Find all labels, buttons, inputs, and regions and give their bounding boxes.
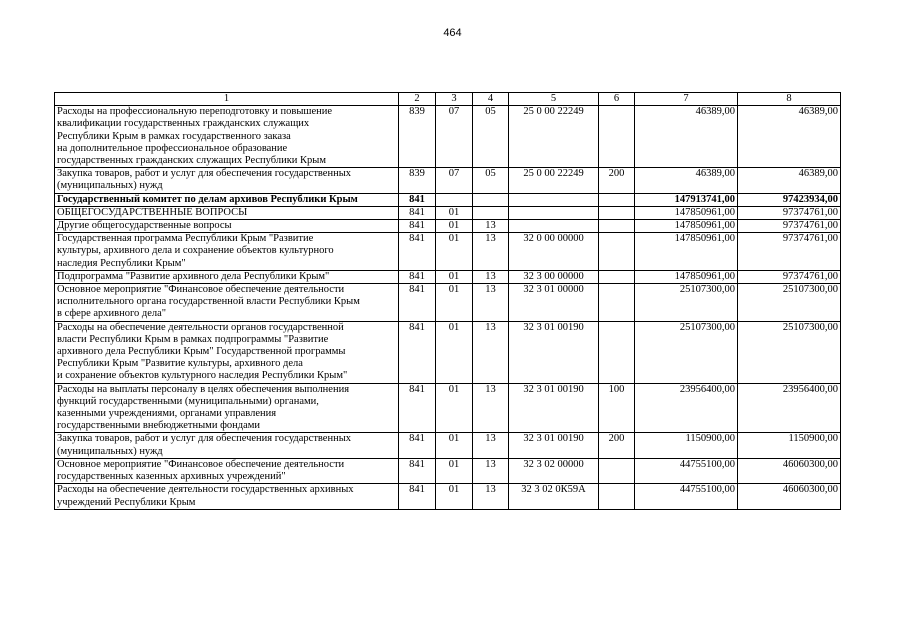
table-row [55, 383, 841, 433]
header-row [55, 93, 841, 106]
cell-amount-year-2: 46389,00 [738, 168, 841, 193]
cell-ministry-code: 841 [399, 233, 436, 271]
cell-expense-type [599, 206, 635, 219]
cell-section: 01 [436, 270, 473, 283]
table-row [55, 233, 841, 271]
cell-ministry-code: 841 [399, 433, 436, 458]
cell-subsection: 13 [473, 383, 509, 433]
cell-ministry-code: 841 [399, 270, 436, 283]
cell-amount-year-1: 147850961,00 [635, 233, 738, 271]
cell-amount-year-1: 147850961,00 [635, 206, 738, 219]
header-col-2: 2 [399, 93, 436, 106]
cell-subsection: 13 [473, 484, 509, 509]
cell-section: 01 [436, 458, 473, 483]
cell-amount-year-2: 97374761,00 [738, 206, 841, 219]
cell-name: ОБЩЕГОСУДАРСТВЕННЫЕ ВОПРОСЫ [55, 206, 399, 219]
cell-subsection [473, 206, 509, 219]
cell-amount-year-2: 1150900,00 [738, 433, 841, 458]
cell-name: Основное мероприятие "Финансовое обеспечение деятельности государственных казенных архивных учреждений" [55, 458, 399, 483]
cell-amount-year-2: 25107300,00 [738, 284, 841, 322]
cell-name: Расходы на выплаты персоналу в целях обеспечения выполнения функций государственными (муниципальными) органами, казенными учреждениями, органами управления государственными внебюджетными фондами [55, 383, 399, 433]
cell-name: Закупка товаров, работ и услуг для обеспечения государственных (муниципальных) нужд [55, 433, 399, 458]
cell-amount-year-1: 25107300,00 [635, 284, 738, 322]
cell-subsection: 05 [473, 106, 509, 168]
cell-section: 01 [436, 321, 473, 383]
cell-name: Расходы на профессиональную переподготовку и повышение квалификации государственных гражданских служащих Республики Крым в рамках государственного заказа на дополнительное профессиональное образование государственных гражданских служащих Республики Крым [55, 106, 399, 168]
cell-amount-year-1: 147913741,00 [635, 193, 738, 206]
cell-name: Расходы на обеспечение деятельности органов государственной власти Республики Крым в рамках подпрограммы "Развитие архивного дела Республики Крым" Государственной программы Республики Крым "Развитие культуры, архивного дела и сохранение объектов культурного наследия Республики Крым" [55, 321, 399, 383]
cell-amount-year-2: 97423934,00 [738, 193, 841, 206]
cell-subsection: 05 [473, 168, 509, 193]
cell-subsection: 13 [473, 321, 509, 383]
cell-amount-year-1: 46389,00 [635, 106, 738, 168]
cell-target-article: 32 3 02 00000 [509, 458, 599, 483]
cell-ministry-code: 841 [399, 220, 436, 233]
table-row [55, 270, 841, 283]
cell-subsection: 13 [473, 220, 509, 233]
cell-name: Государственный комитет по делам архивов Республики Крым [55, 193, 399, 206]
cell-ministry-code: 841 [399, 206, 436, 219]
cell-section: 01 [436, 484, 473, 509]
cell-ministry-code: 839 [399, 106, 436, 168]
cell-section: 01 [436, 383, 473, 433]
table-body [55, 106, 841, 510]
cell-amount-year-2: 46389,00 [738, 106, 841, 168]
cell-section: 01 [436, 206, 473, 219]
cell-expense-type [599, 220, 635, 233]
cell-target-article: 32 3 01 00190 [509, 321, 599, 383]
cell-subsection [473, 193, 509, 206]
cell-expense-type [599, 193, 635, 206]
cell-target-article: 32 3 02 0К59А [509, 484, 599, 509]
cell-amount-year-1: 147850961,00 [635, 220, 738, 233]
cell-expense-type: 100 [599, 383, 635, 433]
cell-section [436, 193, 473, 206]
table-row [55, 220, 841, 233]
cell-name: Основное мероприятие "Финансовое обеспечение деятельности исполнительного органа государственной власти Республики Крым в сфере архивного дела" [55, 284, 399, 322]
cell-amount-year-2: 97374761,00 [738, 270, 841, 283]
header-col-4: 4 [473, 93, 509, 106]
cell-amount-year-1: 44755100,00 [635, 458, 738, 483]
cell-section: 01 [436, 433, 473, 458]
cell-amount-year-2: 97374761,00 [738, 220, 841, 233]
cell-target-article: 32 3 01 00190 [509, 383, 599, 433]
cell-subsection: 13 [473, 458, 509, 483]
cell-section: 01 [436, 233, 473, 271]
table-row [55, 168, 841, 193]
header-col-6: 6 [599, 93, 635, 106]
cell-subsection: 13 [473, 233, 509, 271]
cell-amount-year-1: 44755100,00 [635, 484, 738, 509]
cell-amount-year-2: 46060300,00 [738, 458, 841, 483]
table-row [55, 206, 841, 219]
cell-expense-type: 200 [599, 168, 635, 193]
header-col-5: 5 [509, 93, 599, 106]
cell-expense-type [599, 270, 635, 283]
cell-ministry-code: 841 [399, 321, 436, 383]
cell-amount-year-2: 25107300,00 [738, 321, 841, 383]
cell-target-article: 32 3 00 00000 [509, 270, 599, 283]
cell-expense-type [599, 484, 635, 509]
header-col-7: 7 [635, 93, 738, 106]
cell-subsection: 13 [473, 433, 509, 458]
cell-ministry-code: 841 [399, 193, 436, 206]
cell-amount-year-1: 46389,00 [635, 168, 738, 193]
cell-expense-type: 200 [599, 433, 635, 458]
cell-ministry-code: 841 [399, 383, 436, 433]
cell-section: 07 [436, 168, 473, 193]
cell-ministry-code: 841 [399, 484, 436, 509]
cell-amount-year-2: 23956400,00 [738, 383, 841, 433]
cell-expense-type [599, 233, 635, 271]
budget-table [54, 92, 841, 510]
cell-amount-year-1: 1150900,00 [635, 433, 738, 458]
cell-target-article: 25 0 00 22249 [509, 106, 599, 168]
page-number: 464 [443, 27, 462, 39]
cell-target-article [509, 220, 599, 233]
cell-target-article: 25 0 00 22249 [509, 168, 599, 193]
cell-amount-year-2: 97374761,00 [738, 233, 841, 271]
cell-subsection: 13 [473, 284, 509, 322]
table-row [55, 433, 841, 458]
cell-section: 01 [436, 220, 473, 233]
cell-name: Подпрограмма "Развитие архивного дела Республики Крым" [55, 270, 399, 283]
header-col-3: 3 [436, 93, 473, 106]
table-row [55, 284, 841, 322]
cell-section: 07 [436, 106, 473, 168]
cell-target-article: 32 0 00 00000 [509, 233, 599, 271]
table-row [55, 484, 841, 509]
header-col-8: 8 [738, 93, 841, 106]
cell-expense-type [599, 321, 635, 383]
cell-subsection: 13 [473, 270, 509, 283]
cell-target-article [509, 206, 599, 219]
cell-amount-year-1: 147850961,00 [635, 270, 738, 283]
cell-ministry-code: 841 [399, 458, 436, 483]
cell-expense-type [599, 458, 635, 483]
cell-target-article: 32 3 01 00000 [509, 284, 599, 322]
cell-target-article: 32 3 01 00190 [509, 433, 599, 458]
cell-name: Закупка товаров, работ и услуг для обеспечения государственных (муниципальных) нужд [55, 168, 399, 193]
cell-name: Расходы на обеспечение деятельности государственных архивных учреждений Республики Крым [55, 484, 399, 509]
cell-ministry-code: 839 [399, 168, 436, 193]
cell-section: 01 [436, 284, 473, 322]
cell-amount-year-2: 46060300,00 [738, 484, 841, 509]
cell-amount-year-1: 25107300,00 [635, 321, 738, 383]
cell-amount-year-1: 23956400,00 [635, 383, 738, 433]
table-row [55, 458, 841, 483]
cell-target-article [509, 193, 599, 206]
cell-ministry-code: 841 [399, 284, 436, 322]
table-row [55, 193, 841, 206]
header-col-1: 1 [55, 93, 399, 106]
table-row [55, 321, 841, 383]
cell-expense-type [599, 106, 635, 168]
cell-name: Другие общегосударственные вопросы [55, 220, 399, 233]
cell-expense-type [599, 284, 635, 322]
table-row [55, 106, 841, 168]
cell-name: Государственная программа Республики Крым "Развитие культуры, архивного дела и сохранение объектов культурного наследия Республики Крым" [55, 233, 399, 271]
